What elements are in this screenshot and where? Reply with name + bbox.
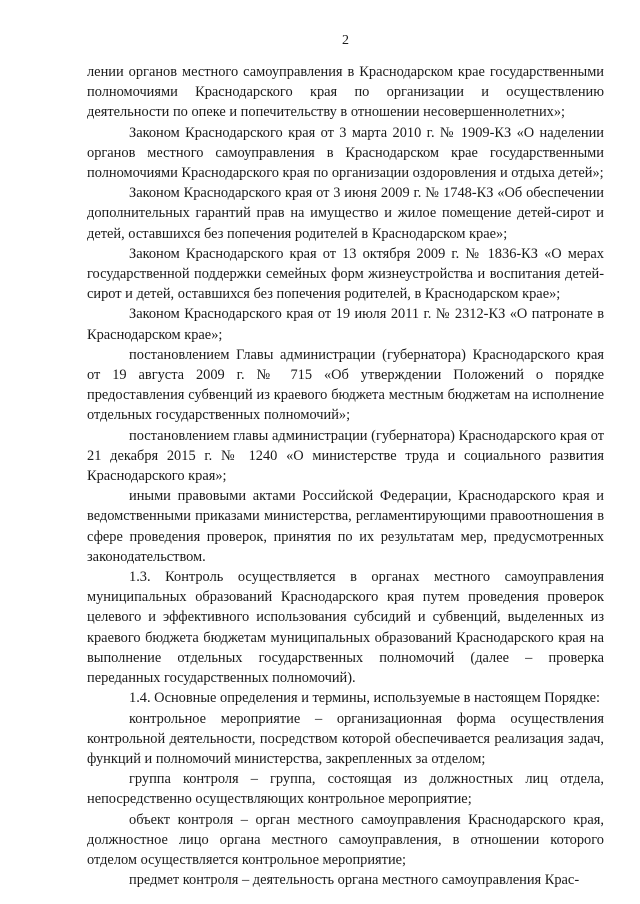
paragraph: объект контроля – орган местного самоуправления Краснодарского края, должностное лицо органа местного самоуправления, в отношении которого отделом осуществляется контрольное мероприятие;	[87, 811, 604, 868]
paragraph: иными правовыми актами Российской Федерации, Краснодарского края и ведомственными приказами министерства, регламентирующими правоотношения в сфере проведения проверок, принятия по их результатам мер, предусмотренных законодательством.	[87, 488, 604, 565]
paragraph: лении органов местного самоуправления в Краснодарском крае государственными полномочиями Краснодарского края по организации и осуществлению деятельности по опеке и попечительству в отношении несовершеннолетних»;	[87, 64, 604, 121]
paragraph: контрольное мероприятие – организационная форма осуществления контрольной деятельности, посредством которой обеспечивается реализация задач, функций и полномочий министерства, закрепленных за отделом;	[87, 710, 604, 767]
paragraph: группа контроля – группа, состоящая из должностных лиц отдела, непосредственно осуществляющих контрольное мероприятие;	[87, 771, 604, 808]
paragraph: Законом Краснодарского края от 3 марта 2010 г. № 1909-КЗ «О наделении органов местного самоуправления в Краснодарском крае государственными полномочиями Краснодарского края по организации оздоровления и отдыха детей»;	[87, 124, 604, 182]
paragraph: 1.3. Контроль осуществляется в органах местного самоуправления муниципальных образований Краснодарского края путем проведения проверок целевого и эффективного использования субсидий и субвенций, выделенных из краевого бюджета бюджетам муниципальных образований Краснодарского края на выполнение отдельных государственных полномочий (далее – проверка переданных государственных полномочий).	[87, 569, 604, 687]
paragraph: предмет контроля – деятельность органа местного самоуправления Крас-	[129, 872, 580, 889]
paragraph: Законом Краснодарского края от 19 июля 2011 г. № 2312-КЗ «О патронате в Краснодарском крае»;	[87, 306, 604, 343]
page-number: 2	[342, 33, 349, 48]
paragraph: Законом Краснодарского края от 13 октября 2009 г. № 1836-КЗ «О мерах государственной поддержки семейных форм жизнеустройства и воспитания детей-сирот и детей, оставшихся без попечения родителей, в Краснодарском крае»;	[87, 245, 604, 303]
paragraph: постановлением Главы администрации (губернатора) Краснодарского края от 19 августа 2009 г. № 715 «Об утверждении Положений о порядке предоставления субвенций из краевого бюджета местным бюджетам на исполнение отдельных государственных полномочий»;	[87, 346, 604, 424]
document-body	[87, 62, 604, 890]
paragraph: 1.4. Основные определения и термины, используемые в настоящем Порядке:	[129, 690, 601, 707]
paragraph: постановлением главы администрации (губернатора) Краснодарского края от 21 декабря 2015 г. № 1240 «О министерстве труда и социального развития Краснодарского края»;	[87, 427, 604, 485]
paragraph: Законом Краснодарского края от 3 июня 2009 г. № 1748-КЗ «Об обеспечении дополнительных гарантий прав на имущество и жилое помещение детей-сирот и детей, оставшихся без попечения родителей в Краснодарском крае»;	[87, 185, 604, 242]
